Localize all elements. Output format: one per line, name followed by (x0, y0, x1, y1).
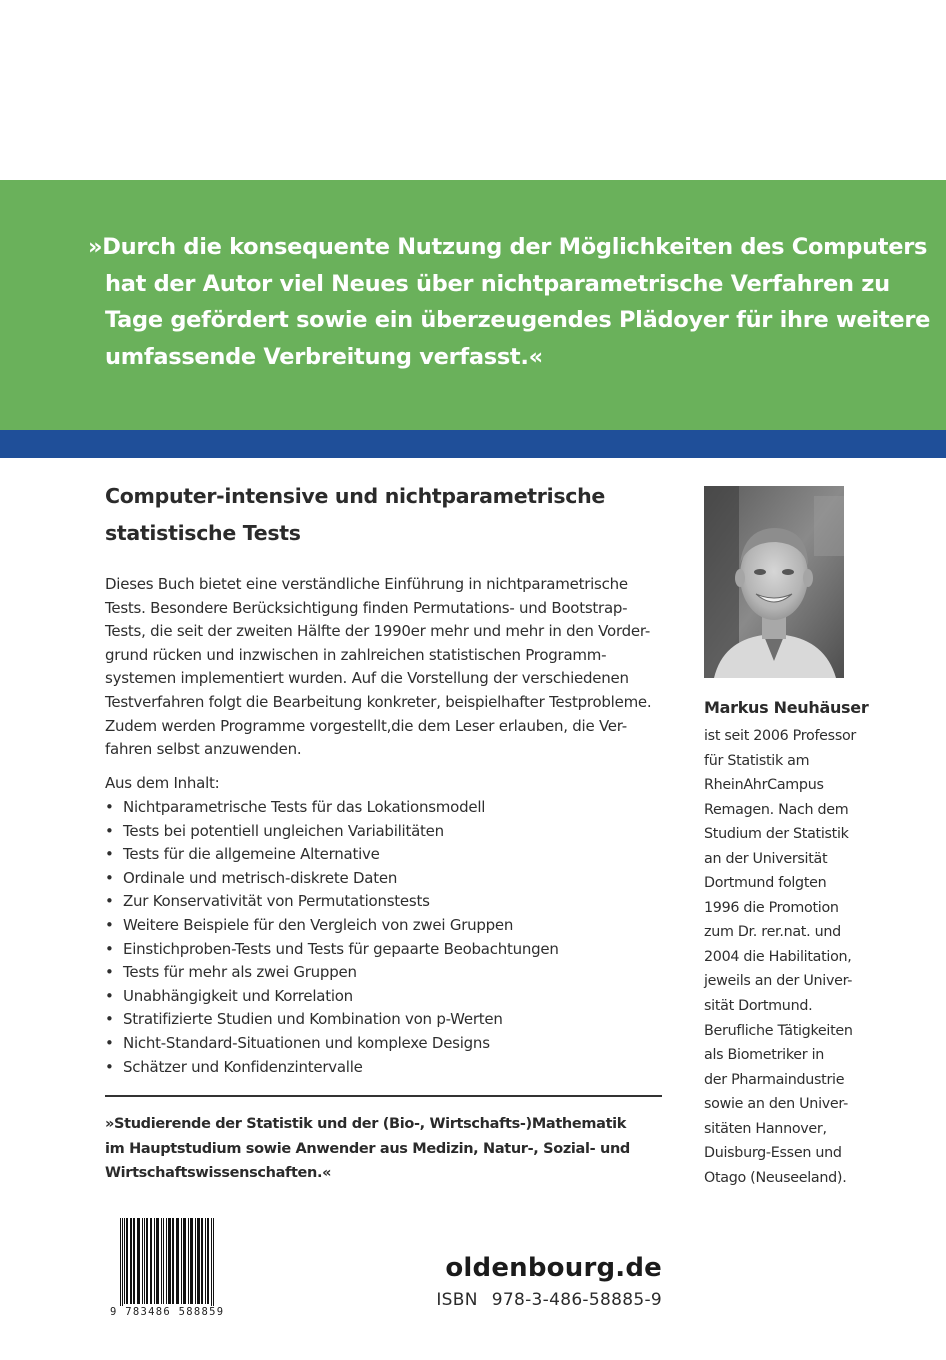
barcode-bar (176, 1218, 179, 1304)
book-title-line: Computer-intensive und nichtparametrische (105, 484, 606, 508)
list-item-text: Zur Konservativität von Permutationstests (123, 892, 430, 911)
description-line: Tests, die seit der zweiten Hälfte der 1990er mehr und mehr in den Vorder- (105, 622, 650, 641)
list-item (105, 796, 665, 820)
audience-line: »Studierende der Statistik und der (Bio-, Wirtschafts-)Mathematik (105, 1116, 627, 1132)
list-item (105, 843, 665, 867)
list-item-text: Ordinale und metrisch-diskrete Daten (123, 868, 398, 887)
author-bio (704, 724, 904, 1190)
book-title (105, 478, 665, 552)
top-quote-line: Tage gefördert sowie ein überzeugendes Plädoyer für ihre weitere (105, 307, 931, 333)
bio-line: der Pharmaindustrie (704, 1071, 845, 1088)
list-item-text: Einstichproben-Tests und Tests für gepaarte Beobachtungen (123, 939, 559, 958)
barcode-bars (112, 1218, 262, 1310)
barcode-bar (190, 1218, 193, 1304)
list-item-text: Tests bei potentiell ungleichen Variabilitäten (123, 821, 444, 840)
bullet-icon: • (105, 892, 114, 911)
isbn-label: ISBN (436, 1290, 478, 1310)
bullet-icon: • (105, 939, 114, 958)
barcode-digits: 9 783486 588859 (110, 1306, 262, 1318)
isbn-value: 978-3-486-58885-9 (491, 1290, 662, 1310)
bullet-icon: • (105, 1057, 114, 1076)
list-item (105, 820, 665, 844)
bio-line: 1996 die Promotion (704, 899, 839, 916)
barcode-bar (201, 1218, 203, 1304)
bio-line: Duisburg-Essen und (704, 1145, 842, 1162)
author-photo (704, 486, 844, 678)
bio-line: sitäten Hannover, (704, 1120, 827, 1137)
list-item (105, 1056, 665, 1080)
bullet-icon: • (105, 963, 114, 982)
list-item-text: Tests für die allgemeine Alternative (123, 845, 380, 864)
barcode-bar (197, 1218, 200, 1304)
description-line: Zudem werden Programme vorgestellt,die dem Leser erlauben, die Ver- (105, 716, 627, 735)
accent-stripe (0, 430, 946, 458)
audience-line: im Hauptstudium sowie Anwender aus Medizin, Natur-, Sozial- und (105, 1140, 630, 1157)
barcode-bar (166, 1218, 167, 1304)
barcode-bar (124, 1218, 125, 1304)
barcode-bar (163, 1218, 164, 1304)
bullet-icon: • (105, 798, 114, 816)
bio-line: 2004 die Habilitation, (704, 948, 852, 965)
bio-line: sität Dortmund. (704, 998, 813, 1015)
barcode-bar (122, 1218, 123, 1310)
book-description (105, 573, 665, 762)
top-quote-line: »Durch die konsequente Nutzung der Möglichkeiten des Computers (88, 234, 928, 260)
barcode-bar (137, 1218, 140, 1304)
barcode-bar (205, 1218, 206, 1304)
bullet-icon: • (105, 986, 114, 1005)
list-item (105, 1032, 665, 1056)
list-item (105, 1008, 665, 1032)
audience-line: Wirtschaftswissenschaften.« (105, 1165, 332, 1181)
bio-line: für Statistik am (704, 752, 810, 769)
bullet-icon: • (105, 821, 114, 840)
list-item-text: Weitere Beispiele für den Vergleich von zwei Gruppen (123, 915, 514, 934)
barcode-bar (183, 1218, 186, 1304)
barcode-bar (168, 1218, 171, 1304)
description-line: systemen implementiert wurden. Auf die Vorstellung der verschiedenen (105, 669, 629, 688)
bullet-icon: • (105, 915, 114, 934)
barcode-bar (156, 1218, 159, 1304)
isbn (436, 1290, 662, 1310)
bio-line: als Biometriker in (704, 1047, 825, 1064)
list-item (105, 867, 665, 891)
author-name: Markus Neuhäuser (704, 698, 869, 717)
contents-heading: Aus dem Inhalt: (105, 774, 220, 792)
description-line: Dieses Buch bietet eine verständliche Einführung in nichtparametrische (105, 575, 628, 593)
list-item (105, 961, 665, 985)
bio-line: sowie an den Univer- (704, 1096, 848, 1113)
list-item (105, 938, 665, 962)
barcode-bar (172, 1218, 174, 1304)
barcode-bar (146, 1218, 148, 1304)
contents-list (105, 796, 665, 1079)
list-item-text: Unabhängigkeit und Korrelation (123, 986, 353, 1005)
bio-line: Otago (Neuseeland). (704, 1169, 847, 1186)
bio-line: ist seit 2006 Professor (704, 728, 856, 744)
barcode-bar (126, 1218, 128, 1304)
portrait-image (704, 486, 844, 678)
barcode-bar (130, 1218, 132, 1304)
bio-line: zum Dr. rer.nat. und (704, 924, 841, 941)
list-item-text: Nicht-Standard-Situationen und komplexe Designs (123, 1033, 490, 1052)
barcode-bar (150, 1218, 152, 1304)
bullet-icon: • (105, 868, 114, 887)
barcode-bar (120, 1218, 121, 1310)
bio-line: Remagen. Nach dem (704, 801, 849, 818)
list-item (105, 890, 665, 914)
bio-line: an der Universität (704, 850, 828, 867)
list-item-text: Tests für mehr als zwei Gruppen (123, 963, 357, 982)
barcode-bar (154, 1218, 155, 1304)
list-item-text: Stratifizierte Studien und Kombination von p-Werten (123, 1010, 503, 1029)
list-item-text: Nichtparametrische Tests für das Lokationsmodell (123, 798, 486, 816)
bio-line: jeweils an der Univer- (704, 973, 853, 990)
barcode-bar (207, 1218, 209, 1304)
barcode-bar (144, 1218, 145, 1304)
description-line: fahren selbst anzuwenden. (105, 740, 302, 759)
bullet-icon: • (105, 1033, 114, 1052)
description-line: Tests. Besondere Berücksichtigung finden Permutations- und Bootstrap- (105, 598, 628, 617)
audience-quote (105, 1112, 665, 1186)
barcode-bar (213, 1218, 214, 1310)
description-line: Testverfahren folgt die Bearbeitung konkreter, beispielhafter Testprobleme. (105, 692, 652, 711)
barcode-bar (181, 1218, 182, 1304)
barcode-bar (142, 1218, 143, 1304)
barcode-bar (161, 1218, 162, 1304)
bio-line: Studium der Statistik (704, 826, 849, 843)
list-item-text: Schätzer und Konfidenzintervalle (123, 1057, 363, 1076)
description-line: grund rücken und inzwischen in zahlreichen statistischen Programm- (105, 645, 607, 664)
divider (105, 1095, 662, 1097)
top-quote-line: umfassende Verbreitung verfasst.« (105, 343, 543, 370)
list-item (105, 914, 665, 938)
bullet-icon: • (105, 1010, 114, 1029)
top-quote (88, 229, 931, 375)
publisher-url[interactable]: oldenbourg.de (445, 1253, 662, 1283)
barcode-bar (188, 1218, 189, 1304)
bullet-icon: • (105, 845, 114, 864)
top-quote-line: hat der Autor viel Neues über nichtparametrische Verfahren zu (105, 270, 890, 297)
bio-line: Berufliche Tätigkeiten (704, 1022, 853, 1039)
barcode-bar (211, 1218, 212, 1310)
book-title-line: statistische Tests (105, 521, 301, 545)
list-item (105, 985, 665, 1009)
barcode-bar (195, 1218, 196, 1304)
barcode-bar (133, 1218, 135, 1304)
bio-line: Dortmund folgten (704, 875, 827, 892)
bio-line: RheinAhrCampus (704, 777, 824, 794)
